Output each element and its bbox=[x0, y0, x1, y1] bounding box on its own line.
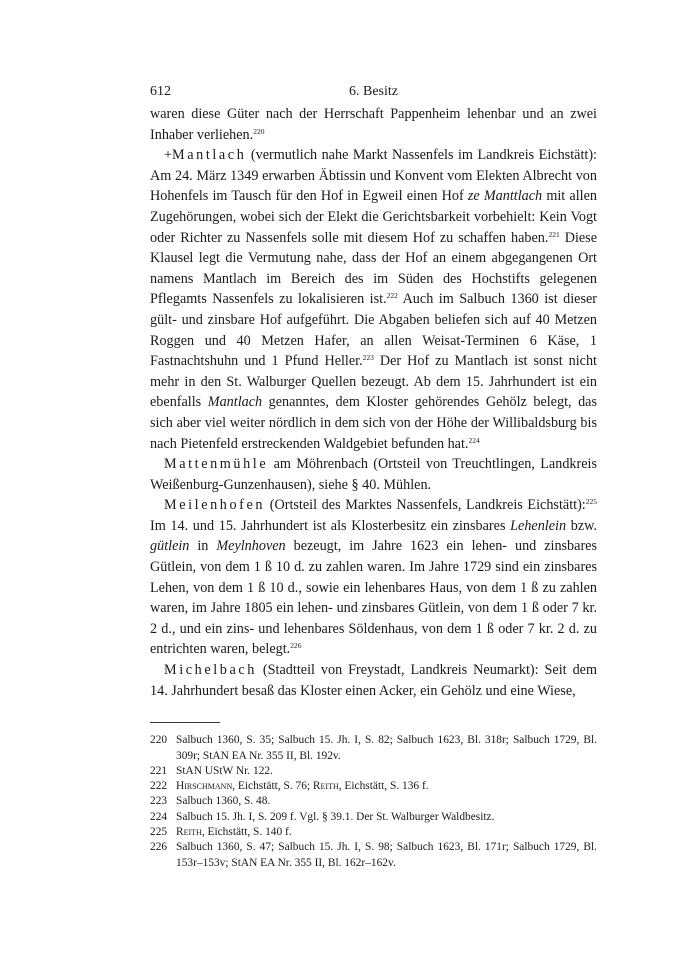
entry-mattenmuehle: Mattenmühle am Möhrenbach (Ortsteil von Treuchtlingen, Landkreis Weißenburg-Gunzenhausen), siehe § 40. Mühlen. bbox=[150, 456, 597, 493]
footnote-number: 226 bbox=[150, 841, 168, 854]
footnote-number: 220 bbox=[150, 734, 168, 747]
running-head: 6. Besitz bbox=[349, 84, 398, 99]
footnote-ref[interactable]: 224 bbox=[468, 435, 480, 445]
footnote-number: 225 bbox=[150, 826, 168, 838]
page-header bbox=[150, 78, 597, 104]
footnote: 223 Salbuch 1360, S. 48. bbox=[150, 794, 597, 809]
footnote-ref[interactable]: 225 bbox=[585, 497, 597, 507]
footnote-divider bbox=[150, 722, 220, 723]
author-name: Hirschmann bbox=[176, 780, 233, 793]
footnote-ref[interactable]: 223 bbox=[362, 353, 374, 363]
entry-headword: Michelbach bbox=[164, 662, 257, 679]
footnotes bbox=[150, 733, 597, 871]
author-name: Reith bbox=[176, 826, 202, 838]
footnote-number: 223 bbox=[150, 795, 168, 808]
body-text bbox=[150, 104, 597, 701]
entry-mantlach: +Mantlach (vermutlich nahe Markt Nassenfels im Landkreis Eichstätt): Am 24. März 1349 erwarben Äbtissin und Konvent vom Elekten Albrecht von Hohenfels im Tausch für den Hof in Egweil einen Hof ze Manttlach mit allen Zugehörungen, wobei sich der Elekt die Gerichtsbarkeit vorbehielt: Kein Vogt oder Richter zu Nassenfels solle mit diesem Hof zu schaffen haben.$^{221}$ Diese Klausel legt die Vermutung nahe, dass der Hof an einem abgegangenen Ort namens Mantlach im Bereich des im Süden des Hochstifts gelegenen Pflegamts Nassenfels zu lokalisieren ist.$^{222}$ Auch im Salbuch 1360 ist dieser gült- und zinsbare Hof aufgeführt. Die Abgaben beliefen sich auf 40 Metzen Roggen und 40 Metzen Hafer, an allen Weisat-Terminen 6 Käse, 1 Fastnachtshuhn und 1 Pfund Heller.$^{223}$ Der Hof zu Mantlach ist sonst nicht mehr in den St. Walburger Quellen bezeugt. Ab dem 15. Jahrhundert ist ein ebenfalls Mantlach genanntes, dem Kloster gehörendes Gehölz belegt, das sich aber viel weiter nördlich in dem sich von der Höhe der Willibaldsburg bis nach Pietenfeld erstreckenden Waldgebiet befunden hat.$^{224}$ bbox=[150, 147, 597, 452]
footnote: 226 Salbuch 1360, S. 47; Salbuch 15. Jh. I, S. 98; Salbuch 1623, Bl. 171r; Salbuch 1729, Bl. 153r–153v; StAN EA Nr. 355 II, Bl. 162r–162v. bbox=[150, 841, 597, 869]
book-page bbox=[150, 78, 597, 871]
footnote: 221 StAN UStW Nr. 122. bbox=[150, 764, 597, 779]
footnote-number: 221 bbox=[150, 764, 168, 777]
page-number: 612 bbox=[150, 84, 171, 99]
author-name: Reith bbox=[312, 780, 339, 793]
entry-headword: Mattenmühle bbox=[164, 456, 269, 473]
footnote-ref[interactable]: 221 bbox=[548, 229, 560, 239]
footnote-ref[interactable]: 226 bbox=[290, 641, 302, 651]
footnote: 225 Reith, Eichstätt, S. 140 f. bbox=[150, 825, 597, 840]
footnote-ref[interactable]: 220 bbox=[253, 126, 265, 136]
entry-meilenhofen: Meilenhofen (Ortsteil des Marktes Nassenfels, Landkreis Eichstätt):$^{225}$ Im 14. und 15. Jahrhundert ist als Klosterbesitz ein zinsbares Lehenlein bzw. gütlein in Meylnhoven bezeugt, im Jahre 1623 ein lehen- und zinsbares Gütlein, von dem 1 ß 10 d. zu zahlen waren. Im Jahre 1729 sind ein zinsbares Lehen, von dem 1 ß 10 d., sowie ein lehenbares Haus, von dem 1 ß zu zahlen waren, im Jahre 1805 ein lehen- und zinsbares Gütlein, von dem 1 ß oder 7 kr. 2 d., und ein zins- und lehenbares Söldenhaus, von dem 1 ß oder 7 kr. 2 d. zu entrichten waren, belegt.$^{226}$ bbox=[150, 497, 597, 658]
entry-headword: Meilenhofen bbox=[164, 497, 266, 514]
footnote-number: 224 bbox=[150, 810, 168, 823]
footnote: 224 Salbuch 15. Jh. I, S. 209 f. Vgl. § 39.1. Der St. Walburger Waldbesitz. bbox=[150, 810, 597, 825]
footnote-ref[interactable]: 222 bbox=[386, 291, 398, 301]
footnote: 222 Hirschmann, Eichstätt, S. 76; Reith, Eichstätt, S. 136 f. bbox=[150, 779, 597, 794]
footnote-number: 222 bbox=[150, 780, 168, 793]
footnote: 220 Salbuch 1360, S. 35; Salbuch 15. Jh. I, S. 82; Salbuch 1623, Bl. 318r; Salbuch 1729, Bl. 309r; StAN EA Nr. 355 II, Bl. 192v. bbox=[150, 734, 597, 762]
entry-headword: Mantlach bbox=[172, 147, 247, 164]
paragraph-pappenheim: waren diese Güter nach der Herrschaft Pappenheim lehenbar und an zwei Inhaber verliehen.$^{220}$ bbox=[150, 106, 597, 143]
entry-michelbach: Michelbach (Stadtteil von Freystadt, Landkreis Neumarkt): Seit dem 14. Jahrhundert besaß das Kloster einen Acker, ein Gehölz und eine Wiese, bbox=[150, 662, 597, 699]
